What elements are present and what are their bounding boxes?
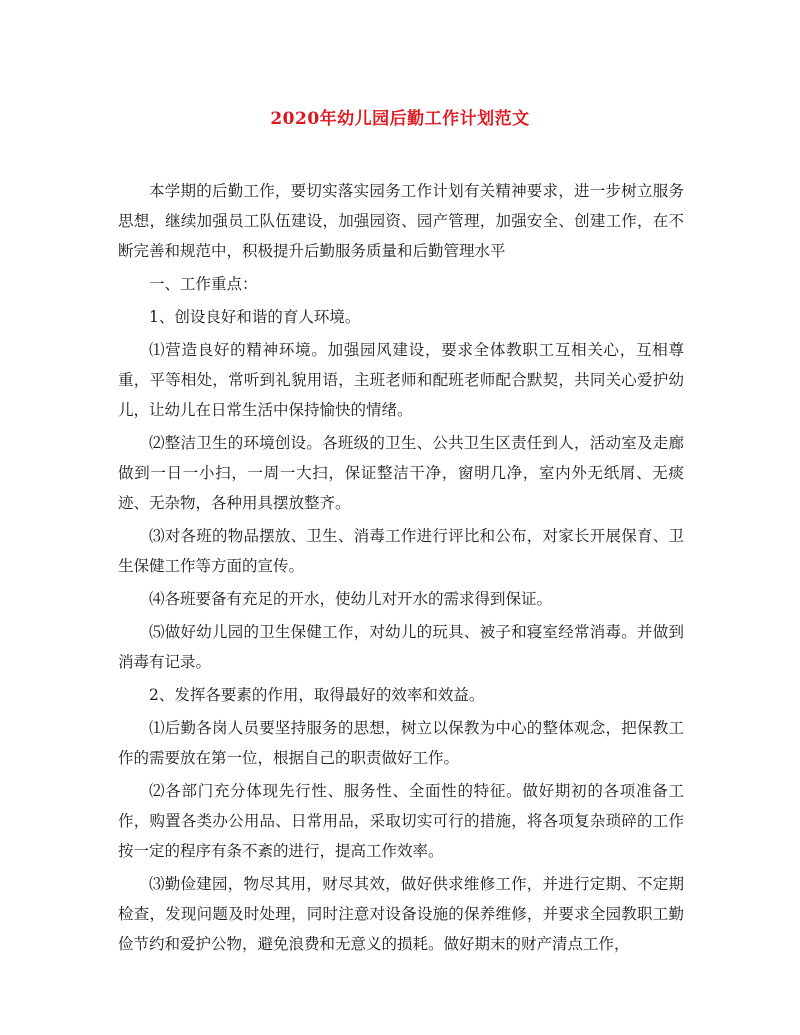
list-item-1-1: ⑴营造良好的精神环境。加强园风建设，要求全体教职工互相关心，互相尊重，平等相处，常听到礼貌用语，主班老师和配班老师配合默契，共同关心爱护幼儿，让幼儿在日常生活中保持愉快的情绪。 — [118, 341, 684, 419]
intro-paragraph: 本学期的后勤工作，要切实落实园务工作计划有关精神要求，进一步树立服务思想，继续加强员工队伍建设，加强园资、园产管理，加强安全、创建工作，在不断完善和规范中，积极提升后勤服务质量和后勤管理水平 — [118, 182, 684, 260]
list-item-1-5: ⑸做好幼儿园的卫生保健工作，对幼儿的玩具、被子和寝室经常消毒。并做到消毒有记录。 — [118, 623, 684, 671]
document-title: 2020年幼儿园后勤工作计划范文 — [270, 109, 530, 129]
subsection-heading-1: 1、创设良好和谐的育人环境。 — [149, 308, 361, 326]
subsection-heading-2: 2、发挥各要素的作用，取得最好的效率和效益。 — [149, 686, 485, 704]
list-item-1-4: ⑷各班要备有充足的开水，使幼儿对开水的需求得到保证。 — [149, 590, 553, 608]
list-item-2-3: ⑶勤俭建园，物尽其用，财尽其效，做好供求维修工作，并进行定期、不定期检查，发现问题及时处理，同时注意对设备设施的保养维修，并要求全园教职工勤俭节约和爱护公物，避免浪费和无意义的损耗。做好期末的财产清点工作， — [118, 875, 684, 953]
list-item-1-3: ⑶对各班的物品摆放、卫生、消毒工作进行评比和公布，对家长开展保育、卫生保健工作等方面的宣传。 — [118, 527, 684, 575]
section-heading-work-focus: 一、工作重点： — [149, 275, 258, 293]
list-item-1-2: ⑵整洁卫生的环境创设。各班级的卫生、公共卫生区责任到人，活动室及走廊做到一日一小扫，一周一大扫，保证整洁干净，窗明几净，室内外无纸屑、无痰迹、无杂物，各种用具摆放整齐。 — [118, 434, 684, 512]
list-item-2-2: ⑵各部门充分体现先行性、服务性、全面性的特征。做好期初的各项准备工作，购置各类办公用品、日常用品，采取切实可行的措施，将各项复杂琐碎的工作按一定的程序有条不紊的进行，提高工作效率。 — [118, 782, 684, 860]
list-item-2-1: ⑴后勤各岗人员要坚持服务的思想，树立以保教为中心的整体观念，把保教工作的需要放在第一位，根据自己的职责做好工作。 — [118, 719, 684, 767]
document-body — [118, 176, 684, 962]
